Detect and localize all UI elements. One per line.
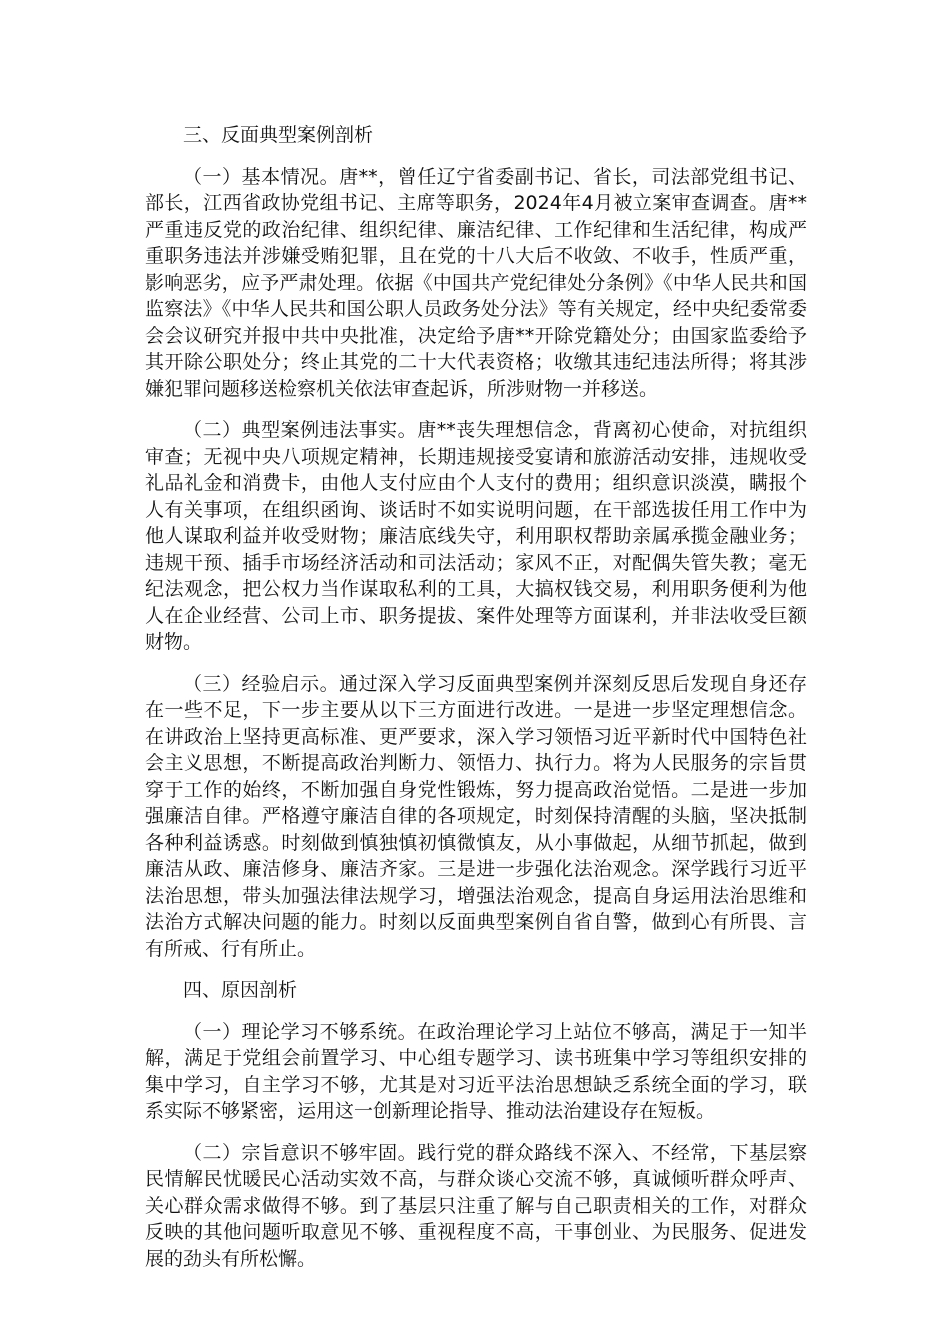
section-4-paragraph-purpose-awareness: （二）宗旨意识不够牢固。践行党的群众路线不深入、不经常，下基层察民情解民忧暖民心活动实效不高，与群众谈心交流不够，真诚倾听群众呼声、关心群众需求做得不够。到了基层只注重了解与自己职责相关的工作，对群众反映的其他问题听取意见不够、重视程度不高，干事创业、为民服务、促进发展的劲头有所松懈。 [145,1141,807,1270]
document-body [145,122,807,1287]
section-3-paragraph-violation-facts: （二）典型案例违法事实。唐**丧失理想信念，背离初心使命，对抗组织审查；无视中央八项规定精神，长期违规接受宴请和旅游活动安排，违规收受礼品礼金和消费卡，由他人支付应由个人支付的费用；组织意识淡漠，瞒报个人有关事项，在组织函询、谈话时不如实说明问题，在干部选拔任用工作中为他人谋取利益并收受财物；廉洁底线失守，利用职权帮助亲属承揽金融业务；违规干预、插手市场经济活动和司法活动；家风不正，对配偶失管失教；毫无纪法观念，把公权力当作谋取私利的工具，大搞权钱交易，利用职务便利为他人在企业经营、公司上市、职务提拔、案件处理等方面谋利，并非法收受巨额财物。 [145,419,807,653]
section-3-paragraph-lessons: （三）经验启示。通过深入学习反面典型案例并深刻反思后发现自身还存在一些不足，下一步主要从以下三方面进行改进。一是进一步坚定理想信念。在讲政治上坚持更高标准、更严要求，深入学习领悟习近平新时代中国特色社会主义思想，不断提高政治判断力、领悟力、执行力。将为人民服务的宗旨贯穿于工作的始终，不断加强自身党性锻炼，努力提高政治觉悟。二是进一步加强廉洁自律。严格遵守廉洁自律的各项规定，时刻保持清醒的头脑，坚决抵制各种利益诱惑。时刻做到慎独慎初慎微慎友，从小事做起，从细节抓起，做到廉洁从政、廉洁修身、廉洁齐家。三是进一步强化法治观念。深学践行习近平法治思想，带头加强法律法规学习，增强法治观念，提高自身运用法治思维和法治方式解决问题的能力。时刻以反面典型案例自省自警，做到心有所畏、言有所戒、行有所止。 [145,672,807,960]
section-4-paragraph-theory-study: （一）理论学习不够系统。在政治理论学习上站位不够高，满足于一知半解，满足于党组会前置学习、中心组专题学习、读书班集中学习等组织安排的集中学习，自主学习不够，尤其是对习近平法治思想缺乏系统全面的学习，联系实际不够紧密，运用这一创新理论指导、推动法治建设存在短板。 [145,1020,807,1122]
section-3-heading: 三、反面典型案例剖析 [183,124,374,146]
section-4-heading: 四、原因剖析 [183,979,298,1001]
section-3-paragraph-basic-situation: （一）基本情况。唐**，曾任辽宁省委副书记、省长，司法部党组书记、部长，江西省政协党组书记、主席等职务，2024年4月被立案审查调查。唐**严重违反党的政治纪律、组织纪律、廉洁纪律、工作纪律和生活纪律，构成严重职务违法并涉嫌受贿犯罪，且在党的十八大后不收敛、不收手，性质严重，影响恶劣，应予严肃处理。依据《中国共产党纪律处分条例》《中华人民共和国监察法》《中华人民共和国公职人员政务处分法》等有关规定，经中央纪委常委会会议研究并报中共中央批准，决定给予唐**开除党籍处分；由国家监委给予其开除公职处分；终止其党的二十大代表资格；收缴其违纪违法所得；将其涉嫌犯罪问题移送检察机关依法审查起诉，所涉财物一并移送。 [145,165,807,400]
